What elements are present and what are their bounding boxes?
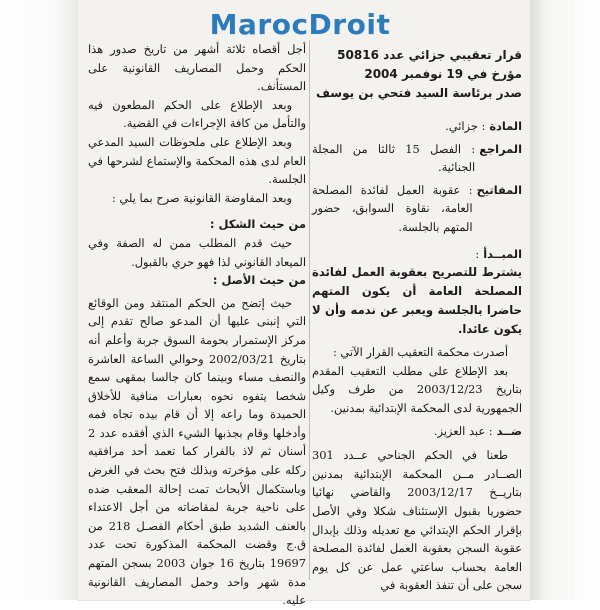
meta-value: : الفصل 15 ثالثا من المجلة الجنائية. <box>312 141 476 175</box>
meta-label: المبــدأ <box>483 246 522 261</box>
meta-value: : <box>475 246 480 261</box>
meta-value: : جزائي. <box>445 119 486 133</box>
paragraph: وبعد المفاوضة القانونية صرح بما يلي : <box>111 190 292 205</box>
principle-text: يشترط للتصريح بعقوبة العمل لفائدة المصلحة العامة أن يكون المتهم حاضرا بالجلسة ويعبر عن ندمه وأن لا يكون عائدا. <box>312 265 522 337</box>
right-column <box>312 40 522 595</box>
court-intro: أصدرت محكمة التعقيب القرار الآتي : <box>332 345 508 360</box>
defendant-row <box>312 422 522 441</box>
title-line: صدر برئاسة السيد فتحي بن يوسف <box>315 86 522 100</box>
left-page-edge <box>0 0 78 600</box>
form-text: حيث قدم المطلب ممن له الصفة وفي الميعاد القانوني لذا فهو حري بالقبول. <box>88 235 306 269</box>
title-line: مؤرخ في 19 نوفمبر 2004 <box>364 67 522 81</box>
meta-label: المراجع <box>479 141 522 156</box>
meta-value: : عقوبة العمل لفائدة المصلحة العامة، نقاوة السوابق، حضور المتهم بالجلسة. <box>312 182 473 234</box>
meta-label: المفاتيح <box>476 182 522 197</box>
meta-row-keywords <box>312 181 522 237</box>
meta-row-subject <box>312 117 522 136</box>
continuation-text: أجل أقصاه ثلاثة أشهر من تاريخ صدور هذا الحكم وحمل المصاريف القانونية على المستأنف. <box>88 42 306 94</box>
paragraph: وبعد الإطلاع على ملحوظات السيد المدعي العام لدى هذه المحكمة والإستماع لشرحها في الجلسة. <box>88 134 306 187</box>
column-divider <box>309 40 310 580</box>
defendant-value: : عبد العزيز. <box>433 423 493 438</box>
meta-row-principle <box>312 245 522 264</box>
form-heading: من حيث الشكل : <box>209 217 306 232</box>
merits-heading: من حيث الأصل : <box>212 273 306 288</box>
defendant-label: ضــد <box>496 423 522 438</box>
decision-title <box>312 46 522 103</box>
appeal-text: طعنا في الحكم الجناحي عــدد 301 الصــادر مــن المحكمة الإبتدائية بمدنين بتاريــخ 2003/12/17 والقاضي نهائيا حضوريا بقبول الإستئناف شكلا وفي الأصل بإقرار الحكم الإبتدائي مع تعديله وذلك بإبدال عقوبة السجن بعقوبة العمل لفائدة المصلحة العامة بحساب ساعتي عمل عن كل يوم سجن على أن تنفذ العقوبة في <box>312 448 523 593</box>
paragraph: وبعد الإطلاع على الحكم المطعون فيه والتأمل من كافة الإجراءات في القضية. <box>88 97 306 131</box>
left-column <box>88 40 306 610</box>
merits-text: حيث إتضح من الحكم المنتقد ومن الوقائع التي إنبنى عليها أن المدعو صالح تقدم إلى مركز الإستمرار بحومة السوق جربة وأعلم أنه بتاريخ 2002/03/21 وحوالي الساعة العاشرة والنصف مساء وبينما كان جالسا بمقهى سمع شخصا يتفوه نحوه بعبارات منافية للأخلاق الحميدة وما راعه إلا أن قام بيده تجاه فمه وأدخلها وقام بجذبها الشيء الذي أفقده عدد 2 أسنان ثم لاذ بالفرار كما تعمد أحد مرافقيه ركله على مؤخرته وبذلك فتح بحث في الغرض وباستكمال الأبحاث تمت إحالة المعقب ضده على ناحية جربة لمقاضاته من أجل الاعتداء بالعنف الشديد طبق أحكام الفصـل 218 من ق.ج وقضت المحكمة المذكورة تحت عدد 19697 بتاريخ 16 جوان 2003 بسجن المتهم مدة شهر واحد وحمل المصاريف القانونية عليه. <box>88 295 307 608</box>
meta-row-references <box>312 140 522 177</box>
title-line: قرار تعقيبي جزائي عدد 50816 <box>337 48 522 62</box>
meta-label: المادة <box>489 119 522 133</box>
appeal-filing: بعد الإطلاع على مطلب التعقيب المقدم بتاريخ 2003/12/23 من طرف وكيل الجمهورية لدى المحكمة الإبتدائية بمدنين. <box>312 363 522 415</box>
right-page-edge <box>530 0 600 600</box>
watermark-logo: MarocDroit <box>209 8 391 41</box>
